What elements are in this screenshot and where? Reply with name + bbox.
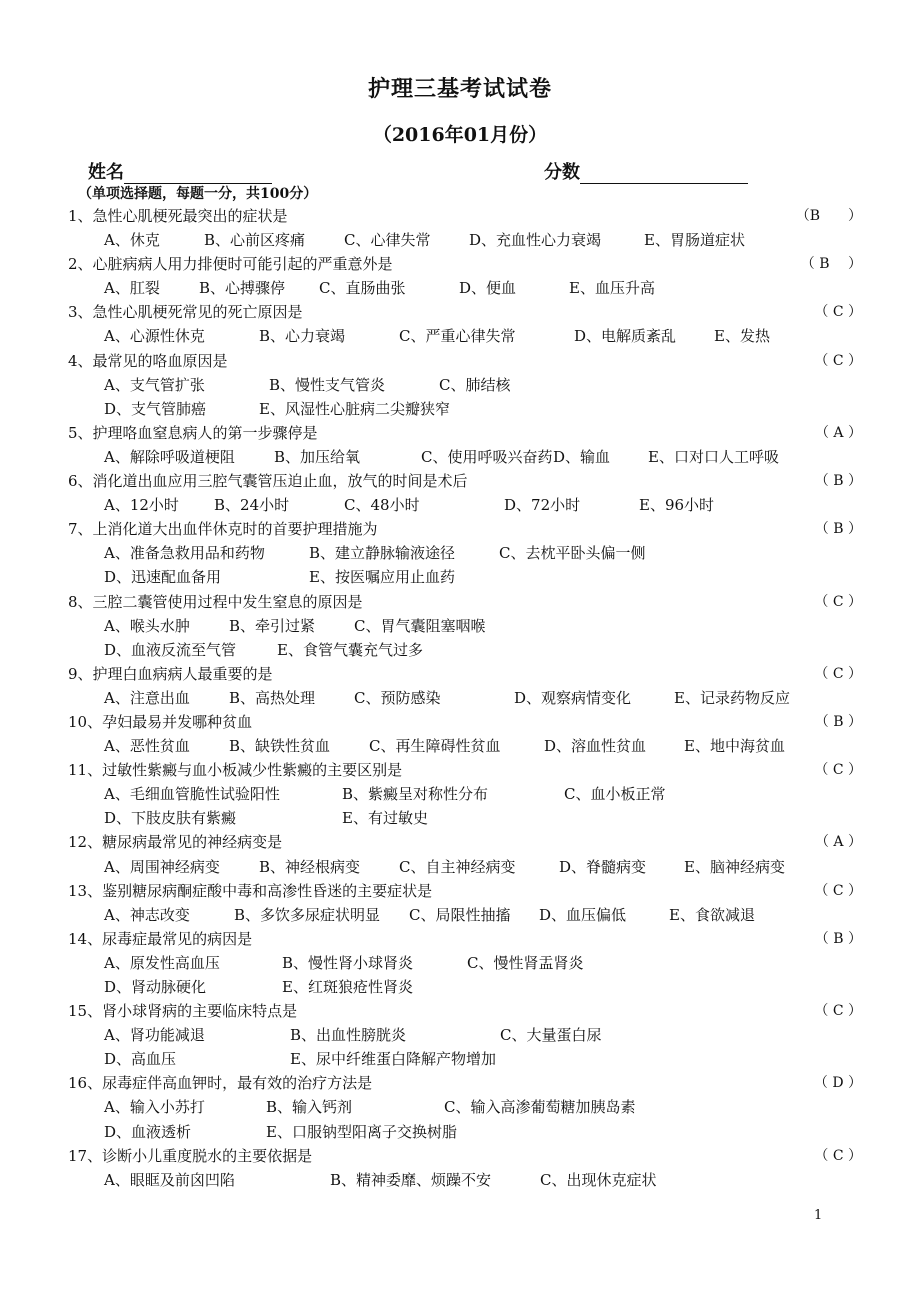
question-text: 5、护理咯血窒息病人的第一步骤停是: [68, 423, 318, 442]
option-line: [68, 975, 848, 999]
option-item: B、神经根病变: [259, 857, 361, 876]
option-item: B、心力衰竭: [259, 327, 346, 346]
option-item: A、休克: [104, 231, 160, 250]
option-item: D、输血: [553, 447, 611, 466]
option-item: D、血液透析: [104, 1122, 192, 1141]
option-item: D、肾动脉硬化: [104, 978, 207, 996]
answer-key: （ B ）: [814, 713, 862, 730]
question-text: 13、鉴别糖尿病酮症酸中毒和高渗性昏迷的主要症状是: [68, 881, 433, 900]
instructions: （单项选择题，每题一分，共100分）: [78, 186, 318, 202]
option-item: D、支气管肺癌: [104, 399, 207, 418]
option-item: B、输入钙剂: [266, 1098, 353, 1117]
question-stem: [68, 517, 862, 541]
option-item: C、再生障碍性贫血: [369, 737, 501, 756]
option-item: C、肺结核: [439, 375, 511, 394]
question-text: 3、急性心肌梗死常见的死亡原因是: [68, 303, 303, 322]
question-stem: [68, 1071, 862, 1095]
option-item: D、便血: [459, 279, 517, 298]
option-item: E、口对口人工呼吸: [648, 447, 779, 466]
option-item: E、96小时: [639, 496, 715, 515]
name-label: 姓名: [88, 162, 124, 183]
option-line: [68, 614, 848, 638]
question-text: 12、糖尿病最常见的神经病变是: [68, 833, 283, 852]
question-stem: [68, 300, 862, 324]
option-item: E、胃肠道症状: [644, 231, 745, 250]
question-text: 1、急性心肌梗死最突出的症状是: [68, 207, 288, 225]
option-item: B、24小时: [214, 496, 290, 515]
option-item: D、下肢皮肤有紫癜: [104, 809, 237, 828]
option-item: C、48小时: [344, 496, 420, 515]
answer-key: （ D ）: [813, 1075, 862, 1092]
question-stem: [68, 830, 862, 854]
question-stem: [68, 710, 862, 734]
option-item: E、食管气囊充气过多: [277, 640, 423, 659]
option-item: D、电解质紊乱: [574, 327, 677, 346]
option-item: E、地中海贫血: [684, 737, 785, 756]
option-line: [68, 638, 848, 662]
question-stem: [68, 999, 862, 1023]
question-text: 4、最常见的咯血原因是: [68, 351, 228, 370]
option-item: A、喉头水肿: [104, 616, 190, 635]
answer-key: （ B ）: [814, 930, 862, 947]
question-stem: [68, 421, 862, 445]
question-stem: [68, 590, 862, 614]
option-line: [68, 324, 848, 348]
question-text: 17、诊断小儿重度脱水的主要依据是: [68, 1146, 313, 1165]
option-item: C、大量蛋白尿: [500, 1026, 602, 1045]
question-text: 15、肾小球肾病的主要临床特点是: [68, 1002, 298, 1021]
option-item: C、直肠曲张: [319, 279, 406, 298]
option-item: C、使用呼吸兴奋药: [421, 447, 553, 466]
question-stem: [68, 252, 862, 276]
option-item: B、加压给氧: [274, 447, 361, 466]
option-item: C、自主神经病变: [399, 857, 516, 876]
score-label: 分数: [544, 162, 580, 183]
answer-key: （ C ）: [814, 304, 862, 321]
option-line: [68, 734, 848, 758]
answer-key: （ C ）: [814, 1147, 862, 1164]
option-item: D、72小时: [504, 496, 581, 515]
page-number: 1: [814, 1208, 823, 1223]
question-stem: [68, 879, 862, 903]
answer-key: （ A ）: [814, 424, 862, 441]
exam-title: 护理三基考试试卷: [367, 76, 552, 102]
score-field: [544, 158, 748, 184]
option-item: D、观察病情变化: [514, 688, 632, 707]
option-item: B、建立静脉输液途径: [309, 544, 456, 563]
option-line: [68, 1120, 848, 1144]
question-stem: [68, 662, 862, 686]
name-blank: [124, 165, 272, 184]
option-item: C、严重心律失常: [399, 327, 516, 346]
question-stem: [68, 927, 862, 951]
option-item: E、记录药物反应: [674, 688, 790, 707]
answer-key: （ C ）: [814, 593, 862, 610]
option-item: E、发热: [714, 327, 770, 346]
option-item: B、紫癜呈对称性分布: [342, 785, 489, 804]
option-item: C、胃气囊阻塞咽喉: [354, 616, 486, 635]
option-item: B、出血性膀胱炎: [290, 1026, 407, 1045]
option-line: [68, 1047, 848, 1071]
answer-key: （B ）: [795, 208, 862, 224]
option-item: A、准备急救用品和药物: [104, 544, 265, 563]
option-item: E、尿中纤维蛋白降解产物增加: [290, 1050, 496, 1069]
option-line: [68, 903, 848, 927]
option-item: D、充血性心力衰竭: [469, 231, 602, 250]
question-text: 14、尿毒症最常见的病因是: [68, 929, 253, 948]
option-item: B、慢性支气管炎: [269, 375, 386, 394]
question-stem: [68, 204, 862, 228]
question-text: 2、心脏病病人用力排便时可能引起的严重意外是: [68, 255, 393, 274]
option-item: C、输入高渗葡萄糖加胰岛素: [444, 1098, 636, 1117]
option-item: C、心律失常: [344, 231, 431, 250]
option-item: D、溶血性贫血: [544, 737, 647, 756]
option-line: [68, 565, 848, 589]
option-item: A、神志改变: [104, 905, 190, 924]
option-item: D、迅速配血备用: [104, 568, 222, 587]
option-item: A、12小时: [104, 496, 179, 515]
option-item: A、注意出血: [104, 688, 190, 707]
option-line: [68, 541, 848, 565]
question-stem: [68, 758, 862, 782]
option-item: E、血压升高: [569, 279, 655, 298]
question-text: 16、尿毒症伴高血钾时，最有效的治疗方法是: [68, 1074, 373, 1093]
answer-key: （ B ）: [814, 473, 862, 490]
answer-key: （ C ）: [814, 665, 862, 682]
question-text: 8、三腔二囊管使用过程中发生窒息的原因是: [68, 592, 363, 611]
option-item: B、牵引过紧: [229, 616, 316, 635]
option-item: B、慢性肾小球肾炎: [282, 953, 414, 972]
name-field: [88, 158, 272, 184]
answer-key: （ C ）: [814, 1003, 862, 1020]
option-line: [68, 493, 848, 517]
option-line: [68, 855, 848, 879]
question-text: 7、上消化道大出血伴休克时的首要护理措施为: [68, 520, 378, 539]
question-list: [68, 204, 862, 1192]
option-line: [68, 1023, 848, 1047]
option-line: [68, 1095, 848, 1119]
answer-key: （ A ）: [814, 834, 862, 851]
option-line: [68, 228, 848, 252]
option-line: [68, 445, 848, 469]
option-item: D、脊髓病变: [559, 857, 647, 876]
option-item: A、支气管扩张: [104, 375, 205, 394]
option-line: [68, 782, 848, 806]
question-stem: [68, 1144, 862, 1168]
option-line: [68, 1168, 848, 1192]
option-item: A、原发性高血压: [104, 953, 220, 972]
option-item: E、食欲减退: [669, 905, 755, 924]
option-item: A、心源性休克: [104, 327, 205, 346]
option-item: A、眼眶及前囟凹陷: [104, 1170, 235, 1189]
option-item: C、慢性肾盂肾炎: [467, 953, 584, 972]
question-text: 11、过敏性紫癜与血小板减少性紫癜的主要区别是: [68, 761, 403, 780]
question-stem: [68, 349, 862, 373]
option-item: A、解除呼吸道梗阻: [104, 447, 235, 466]
question-text: 10、孕妇最易并发哪种贫血: [68, 712, 253, 731]
option-item: B、高热处理: [229, 688, 316, 707]
option-item: E、脑神经病变: [684, 857, 785, 876]
option-line: [68, 373, 848, 397]
option-item: B、精神委靡、烦躁不安: [330, 1170, 492, 1189]
answer-key: （ B ）: [800, 256, 862, 273]
answer-key: （ C ）: [814, 352, 862, 369]
option-line: [68, 686, 848, 710]
question-text: 6、消化道出血应用三腔气囊管压迫止血，放气的时间是术后: [68, 472, 468, 491]
option-item: D、高血压: [104, 1050, 177, 1069]
option-item: A、肾功能减退: [104, 1026, 205, 1045]
option-line: [68, 276, 848, 300]
option-item: B、缺铁性贫血: [229, 737, 331, 756]
option-item: A、周围神经病变: [104, 857, 220, 876]
option-line: [68, 397, 848, 421]
option-item: C、血小板正常: [564, 785, 666, 804]
answer-key: （ C ）: [814, 762, 862, 779]
option-item: C、出现休克症状: [540, 1170, 657, 1189]
option-item: C、局限性抽搐: [409, 905, 511, 924]
option-item: E、风湿性心脏病二尖瓣狭窄: [259, 399, 450, 418]
answer-key: （ B ）: [814, 521, 862, 538]
option-item: A、毛细血管脆性试验阳性: [104, 785, 280, 804]
option-item: A、恶性贫血: [104, 737, 190, 756]
question-stem: [68, 469, 862, 493]
option-item: E、按医嘱应用止血药: [309, 568, 455, 587]
option-item: E、红斑狼疮性肾炎: [282, 978, 413, 996]
option-item: C、预防感染: [354, 688, 441, 707]
option-item: B、心搏骤停: [199, 279, 286, 298]
option-item: D、血压偏低: [539, 905, 627, 924]
option-item: B、多饮多尿症状明显: [234, 905, 381, 924]
question-text: 9、护理白血病病人最重要的是: [68, 664, 273, 683]
score-blank: [580, 165, 748, 184]
option-item: C、去枕平卧头偏一侧: [499, 544, 646, 563]
option-item: B、心前区疼痛: [204, 231, 306, 250]
option-item: A、输入小苏打: [104, 1098, 205, 1117]
option-item: E、口服钠型阳离子交换树脂: [266, 1122, 457, 1141]
exam-date: （2016年01月份）: [372, 124, 548, 146]
option-line: [68, 951, 848, 975]
option-item: A、肛裂: [104, 279, 160, 298]
option-item: D、血液反流至气管: [104, 640, 237, 659]
option-line: [68, 806, 848, 830]
answer-key: （ C ）: [814, 882, 862, 899]
option-item: E、有过敏史: [342, 809, 428, 828]
